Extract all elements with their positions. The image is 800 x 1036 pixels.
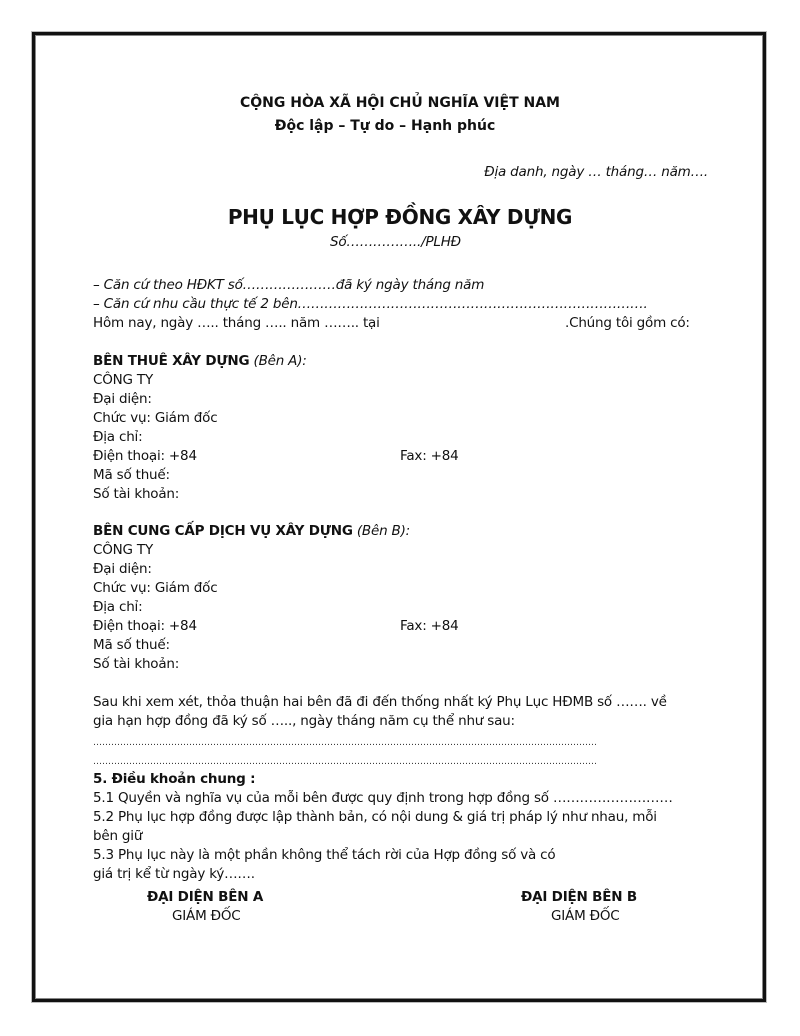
- basis-1: – Căn cứ theo HĐKT số…………………đã ký ngày tháng năm: [93, 277, 485, 293]
- signature-b-title: ĐẠI DIỆN BÊN B: [521, 889, 637, 905]
- party-b-title: BÊN CUNG CẤP DỊCH VỤ XÂY DỰNG: [93, 523, 353, 539]
- dotted-line-2: ……………………………………………………………………………………………………………………………………………………: [93, 757, 597, 767]
- party-a-position: Chức vụ: Giám đốc: [93, 410, 218, 426]
- agreement-line-2: gia hạn hợp đồng đã ký số ….., ngày tháng năm cụ thể như sau:: [93, 713, 515, 729]
- section-5-item-1: 5.1 Quyền và nghĩa vụ của mỗi bên được quy định trong hợp đồng số ………………………: [93, 790, 673, 806]
- party-b-representative: Đại diện:: [93, 561, 152, 577]
- party-a-tax-code: Mã số thuế:: [93, 467, 170, 483]
- today-line: Hôm nay, ngày ….. tháng ….. năm …….. tại: [93, 315, 380, 331]
- agreement-line-1: Sau khi xem xét, thỏa thuận hai bên đã đi đến thống nhất ký Phụ Lục HĐMB số ……. về: [93, 694, 667, 710]
- party-a-company: CÔNG TY: [93, 372, 153, 388]
- party-b-company: CÔNG TY: [93, 542, 153, 558]
- section-5-item-2-cont: bên giữ: [93, 828, 143, 844]
- party-a-note: (Bên A):: [253, 353, 307, 369]
- party-a-heading: [93, 352, 307, 371]
- section-5-item-3-cont: giá trị kể từ ngày ký…….: [93, 866, 255, 882]
- party-b-address: Địa chỉ:: [93, 599, 143, 615]
- we-include: .Chúng tôi gồm có:: [565, 315, 690, 331]
- place-date: Địa danh, ngày … tháng… năm….: [484, 164, 708, 180]
- party-b-position: Chức vụ: Giám đốc: [93, 580, 218, 596]
- party-b-account: Số tài khoản:: [93, 656, 180, 672]
- document-title: PHỤ LỤC HỢP ĐỒNG XÂY DỰNG: [227, 205, 573, 229]
- section-5-heading: 5. Điều khoản chung :: [93, 771, 256, 787]
- party-a-account: Số tài khoản:: [93, 486, 180, 502]
- signature-a-role: GIÁM ĐỐC: [172, 908, 241, 924]
- motto: Độc lập – Tự do – Hạnh phúc: [274, 118, 496, 134]
- party-b-tax-code: Mã số thuế:: [93, 637, 170, 653]
- dotted-line-1: ……………………………………………………………………………………………………………………………………………………: [93, 738, 597, 748]
- nation-heading: CỘNG HÒA XÃ HỘI CHỦ NGHĨA VIỆT NAM: [239, 95, 560, 111]
- section-5-item-3: 5.3 Phụ lục này là một phần không thể tách rời của Hợp đồng số và có: [93, 847, 556, 863]
- signature-b-role: GIÁM ĐỐC: [551, 908, 620, 924]
- party-a-title: BÊN THUÊ XÂY DỰNG: [93, 353, 250, 369]
- party-b-fax: Fax: +84: [400, 618, 459, 634]
- section-5-item-2: 5.2 Phụ lục hợp đồng được lập thành bản, có nội dung & giá trị pháp lý như nhau, mỗi: [93, 809, 657, 825]
- party-a-phone: Điện thoại: +84: [93, 448, 197, 464]
- party-a-representative: Đại diện:: [93, 391, 152, 407]
- basis-2: – Căn cứ nhu cầu thực tế 2 bên…………………………………………………………………….: [93, 296, 648, 312]
- document-number: Số……………../PLHĐ: [330, 234, 461, 250]
- party-a-fax: Fax: +84: [400, 448, 459, 464]
- party-b-heading: [93, 522, 410, 541]
- party-b-phone: Điện thoại: +84: [93, 618, 197, 634]
- party-a-address: Địa chỉ:: [93, 429, 143, 445]
- signature-a-title: ĐẠI DIỆN BÊN A: [147, 889, 264, 905]
- party-b-note: (Bên B):: [356, 523, 411, 539]
